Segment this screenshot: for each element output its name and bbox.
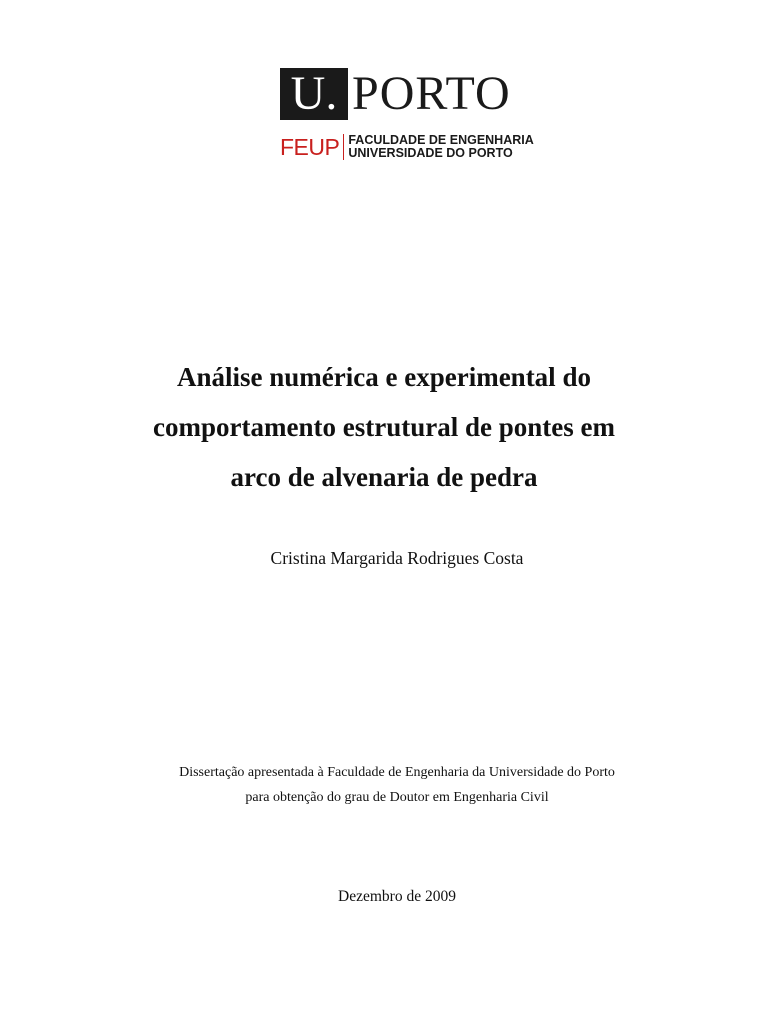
thesis-title <box>0 352 768 502</box>
faculty-line-1: FACULDADE DE ENGENHARIA <box>348 133 534 147</box>
feup-text: FEUP <box>280 134 340 160</box>
faculty-line-2: UNIVERSIDADE DO PORTO <box>348 146 513 160</box>
title-line-1: Análise numérica e experimental do <box>177 362 591 392</box>
author-name: Cristina Margarida Rodrigues Costa <box>270 548 524 568</box>
feup-wordmark <box>280 134 534 160</box>
uporto-wordmark <box>280 68 511 120</box>
university-logo <box>280 68 550 168</box>
u-letter-box: U. <box>280 68 348 120</box>
submission-date: Dezembro de 2009 <box>338 888 456 905</box>
porto-text: PORTO <box>352 67 511 120</box>
title-line-2: comportamento estrutural de pontes em <box>153 412 615 442</box>
dissertation-line-1: Dissertação apresentada à Faculdade de Engenharia da Universidade do Porto <box>179 765 615 780</box>
dissertation-line-2: para obtenção do grau de Doutor em Engenharia Civil <box>245 790 549 805</box>
title-line-3: arco de alvenaria de pedra <box>230 462 538 492</box>
dissertation-statement <box>0 760 768 810</box>
feup-divider <box>343 134 344 160</box>
faculty-name <box>348 134 533 160</box>
